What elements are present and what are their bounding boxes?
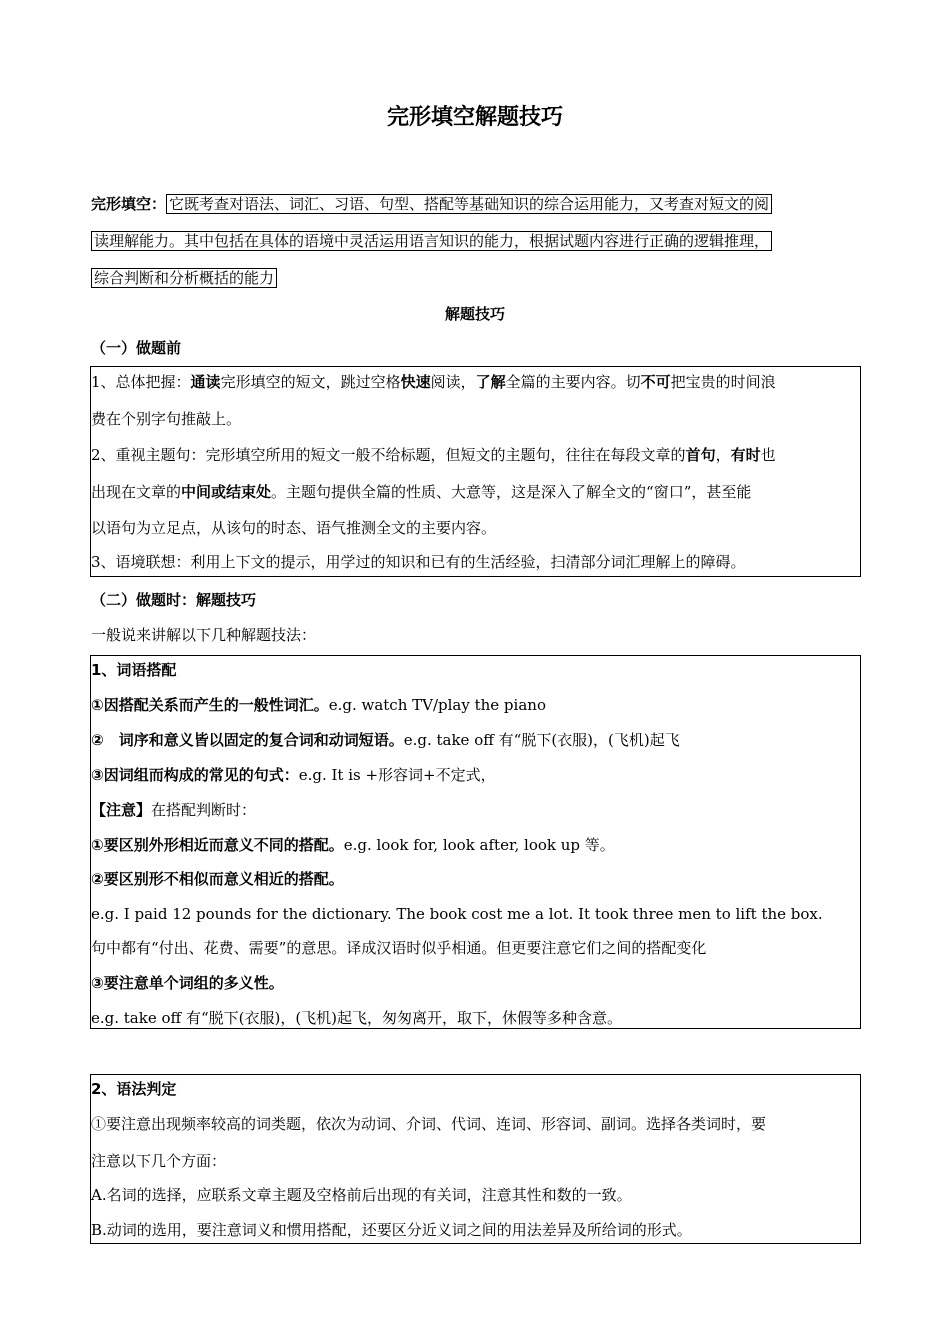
text: e.g. take off 有“脱下(衣服)，(飞机)起飞: [403, 731, 680, 749]
emphasis: 不可: [640, 373, 671, 391]
text: 2、重视主题句：完形填空所用的短文一般不给标题，但短文的主题句，往往在每段文章的: [91, 446, 686, 464]
page-title: 完形填空解题技巧: [386, 105, 563, 130]
box2-line4: B.动词的选用，要注意词义和惯用搭配，还要区分近义词之间的用法差异及所给词的形式。: [91, 1221, 692, 1239]
emphasis: ①要区别外形相近而意义不同的搭配。: [91, 836, 344, 854]
part2-intro: 一般说来讲解以下几种解题技法：: [91, 626, 317, 644]
box2-line1: ①要注意出现频率较高的词类题，依次为动词、介词、代词、连词、形容词、副词。选择各类词时，要: [91, 1115, 767, 1133]
part1-p1-line1: [91, 372, 776, 392]
box1-heading: 1、词语搭配: [91, 661, 177, 679]
emphasis: 首句: [685, 446, 716, 464]
text: 出现在文章的: [91, 483, 182, 501]
text: ，: [715, 446, 731, 464]
text: 完形填空的短文，跳过空格: [220, 373, 401, 391]
text: 全篇的主要内容。切: [505, 373, 641, 391]
emphasis: 通读: [190, 373, 221, 391]
box2-line3: A.名词的选择，应联系文章主题及空格前后出现的有关词，注意其性和数的一致。: [91, 1186, 632, 1204]
box2-line2: 注意以下几个方面：: [91, 1152, 227, 1170]
emphasis: 有时: [730, 446, 761, 464]
part2-heading: （二）做题时：解题技巧: [91, 591, 257, 609]
intro-label: 完形填空：: [91, 195, 167, 213]
part1-p2-line2: [91, 482, 751, 502]
box1-line9: ③要注意单个词组的多义性。: [91, 974, 284, 992]
part1-p1-line2: 费在个别字句推敲上。: [91, 410, 242, 428]
box1-line2: [91, 730, 680, 750]
box1-line4: [91, 800, 256, 820]
text: e.g. look for, look after, look up 等。: [343, 836, 615, 854]
text: 把宝贵的时间浪: [670, 373, 776, 391]
text: 1、总体把握：: [91, 373, 191, 391]
emphasis: 了解: [475, 373, 506, 391]
emphasis: ③因词组而构成的常见的句式：: [91, 766, 299, 784]
part1-box: [90, 366, 861, 577]
part1-p2-line3: 以语句为立足点，从该句的时态、语气推测全文的主要内容。: [91, 519, 497, 537]
box1-line6: ②要区别形不相似而意义相近的搭配。: [91, 870, 344, 888]
emphasis: 【注意】: [91, 801, 152, 819]
box1-line3: [91, 765, 496, 785]
intro-text-2: 读理解能力。其中包括在具体的语境中灵活运用语言知识的能力，根据试题内容进行正确的逻辑推理，: [91, 231, 772, 251]
intro-line-3: [91, 268, 277, 288]
section-title: 解题技巧: [444, 305, 505, 323]
text: 阅读，: [430, 373, 476, 391]
intro-text-3: 综合判断和分析概括的能力: [91, 268, 277, 288]
text: e.g. It is +形容词+不定式，: [298, 766, 496, 784]
emphasis: 中间或结束处: [181, 483, 272, 501]
text: e.g. watch TV/play the piano: [328, 696, 546, 714]
box1-line5: [91, 835, 615, 855]
box2-heading: 2、语法判定: [91, 1080, 177, 1098]
emphasis: ①因搭配关系而产生的一般性词汇。: [91, 696, 329, 714]
part1-p3: 3、语境联想：利用上下文的提示，用学过的知识和已有的生活经验，扫清部分词汇理解上的障碍。: [91, 553, 746, 571]
box1-line7: e.g. I paid 12 pounds for the dictionary. The book cost me a lot. It took three men to lift the box.: [91, 905, 823, 923]
intro-line-2: [91, 231, 772, 251]
box1-line8: 句中都有“付出、花费、需要”的意思。译成汉语时似乎相通。但更要注意它们之间的搭配变化: [91, 939, 707, 957]
box1-line10: e.g. take off 有“脱下(衣服)，(飞机)起飞，匆匆离开，取下，休假等多种含意。: [91, 1009, 623, 1027]
text: 。主题句提供全篇的性质、大意等，这是深入了解全文的“窗口”，甚至能: [271, 483, 752, 501]
intro-line-1: [91, 194, 772, 214]
part1-heading: （一）做题前: [91, 339, 182, 357]
intro-text-1: 它既考查对语法、词汇、习语、句型、搭配等基础知识的综合运用能力，又考查对短文的阅: [166, 194, 772, 214]
text: 也: [760, 446, 776, 464]
box1-line1: [91, 695, 546, 715]
text: 在搭配判断时：: [151, 801, 257, 819]
emphasis: 快速: [400, 373, 431, 391]
part1-p2-line1: [91, 445, 776, 465]
emphasis: ② 词序和意义皆以固定的复合词和动词短语。: [91, 731, 404, 749]
